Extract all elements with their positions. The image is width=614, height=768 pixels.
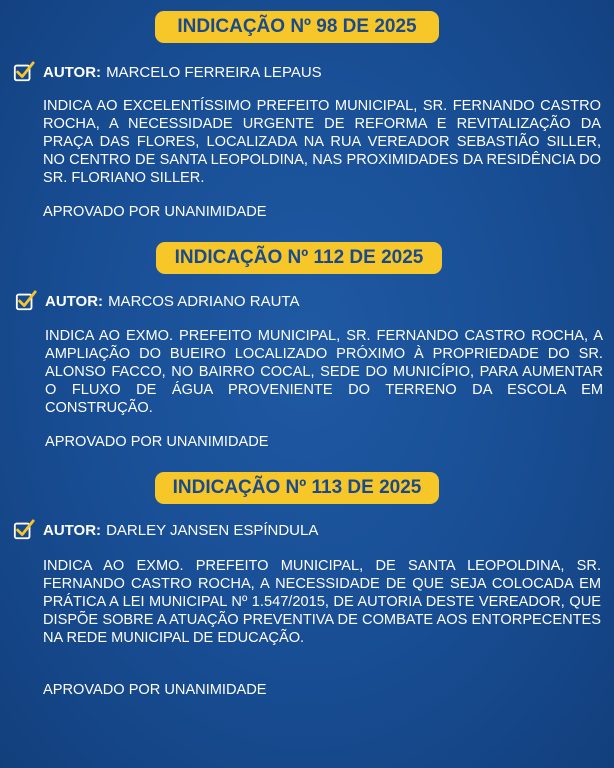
- indicacao-113-title: INDICAÇÃO Nº 113 DE 2025: [155, 472, 439, 504]
- check-box-icon: [13, 519, 35, 541]
- indicacao-113-status: APROVADO POR UNANIMIDADE: [43, 682, 267, 698]
- indicacao-112-title: INDICAÇÃO Nº 112 DE 2025: [156, 242, 442, 274]
- author-label: AUTOR:: [43, 63, 102, 81]
- author-name: MARCOS ADRIANO RAUTA: [108, 292, 300, 310]
- indicacao-98-title: INDICAÇÃO Nº 98 DE 2025: [155, 11, 439, 43]
- indicacao-112-author-row: [15, 290, 299, 312]
- indicacao-98-status: APROVADO POR UNANIMIDADE: [43, 204, 267, 220]
- author-label: AUTOR:: [45, 292, 104, 310]
- indicacao-112-status: APROVADO POR UNANIMIDADE: [45, 434, 269, 450]
- author-name: MARCELO FERREIRA LEPAUS: [106, 63, 322, 81]
- indicacao-113-text: INDICA AO EXMO. PREFEITO MUNICIPAL, DE SANTA LEOPOLDINA, SR. FERNANDO CASTRO ROCHA, A NECESSIDADE DE QUE SEJA COLOCADA EM PRÁTICA A LEI MUNICIPAL Nº 1.547/2015, DE AUTORIA DESTE VEREADOR, QUE DISPÕE SOBRE A ATUAÇÃO PREVENTIVA DE COMBATE AOS ENTORPECENTES NA REDE MUNICIPAL DE EDUCAÇÃO.: [43, 558, 601, 646]
- check-box-icon: [15, 290, 37, 312]
- check-box-icon: [13, 61, 35, 83]
- indicacao-98-author-row: [13, 61, 322, 83]
- indicacao-98-text: INDICA AO EXCELENTÍSSIMO PREFEITO MUNICIPAL, SR. FERNANDO CASTRO ROCHA, A NECESSIDADE URGENTE DE REFORMA E REVITALIZAÇÃO DA PRAÇA DAS FLORES, LOCALIZADA NA RUA VEREADOR SEBASTIÃO SILLER, NO CENTRO DE SANTA LEOPOLDINA, NAS PROXIMIDADES DA RESIDÊNCIA DO SR. FLORIANO SILLER.: [43, 98, 601, 186]
- indicacao-112-text: INDICA AO EXMO. PREFEITO MUNICIPAL, SR. FERNANDO CASTRO ROCHA, A AMPLIAÇÃO DO BUEIRO LOCALIZADO PRÓXIMO À PROPRIEDADE DO SR. ALONSO FACCO, NO BAIRRO COCAL, SEDE DO MUNICÍPIO, PARA AUMENTAR O FLUXO DE ÁGUA PROVENIENTE DO TERRENO DA ESCOLA EM CONSTRUÇÃO.: [45, 328, 603, 416]
- author-name: DARLEY JANSEN ESPÍNDULA: [106, 521, 319, 539]
- indicacao-113-author-row: [13, 519, 318, 541]
- author-label: AUTOR:: [43, 521, 102, 539]
